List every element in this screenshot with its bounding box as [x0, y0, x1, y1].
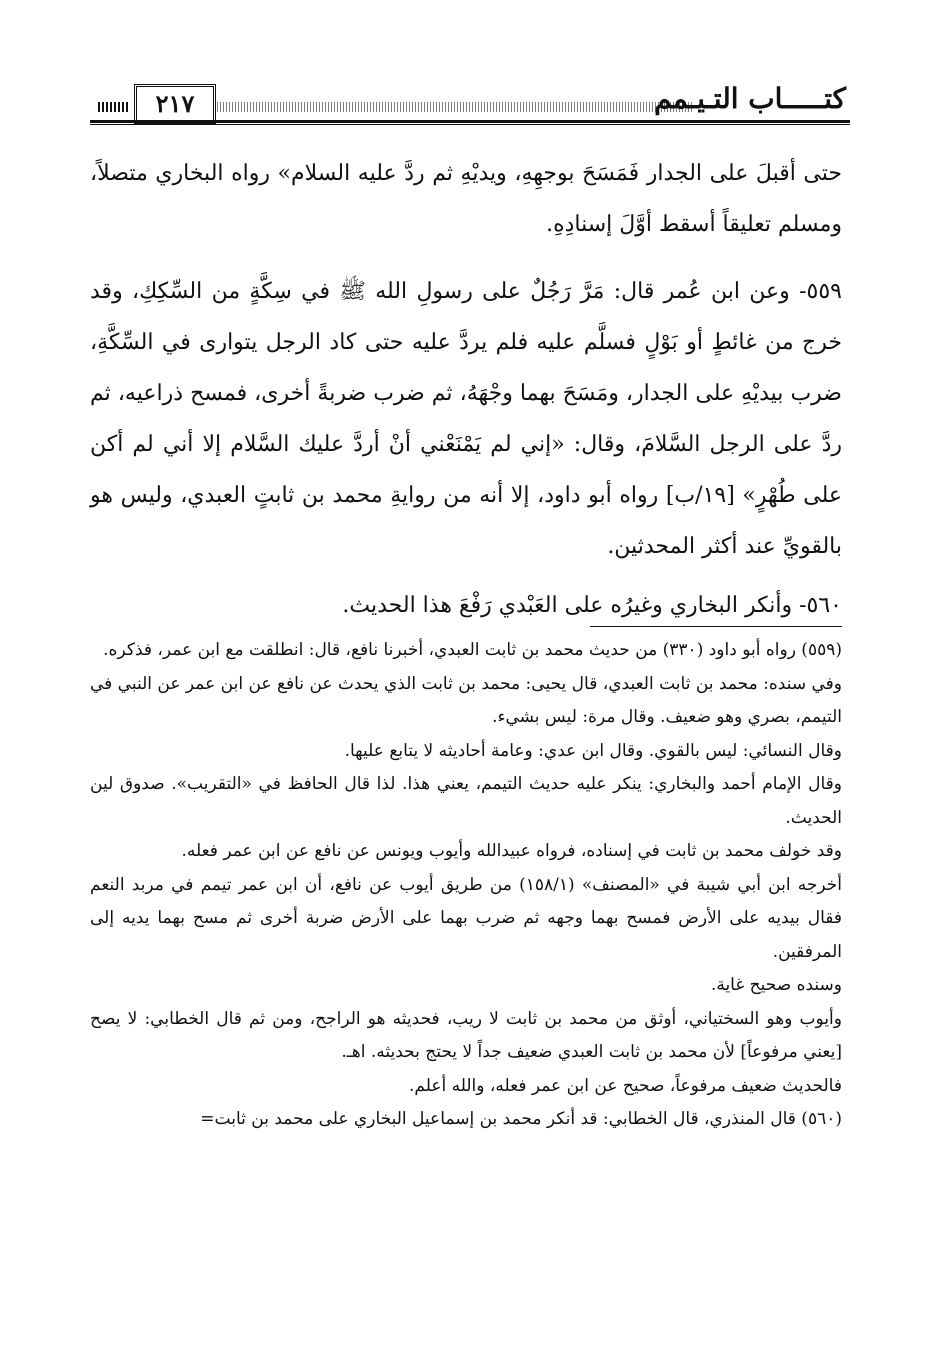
- page-number: ٢١٧: [134, 84, 216, 124]
- header-ornament-left: [98, 102, 130, 112]
- footnote-separator: [590, 626, 842, 627]
- footnote-line: وسنده صحيح غاية.: [710, 975, 842, 995]
- footnote-line: وفي سنده: محمد بن ثابت العبدي، قال يحيى: محمد بن ثابت الذي يحدث عن نافع عن ابن عمر عن النبي في التيمم، بصري وهو ضعيف. وقال مرة: ليس بشيء.: [89, 673, 842, 727]
- main-paragraph: حتى أقبلَ على الجدار فَمَسَحَ بوجهِهِ، ويديْهِ ثم ردَّ عليه السلام» رواه البخاري متصلاً، ومسلم تعليقاً أسقط أوَّلَ إسنادِهِ.: [90, 161, 842, 237]
- hadith-559: ٥٥٩- وعن ابن عُمر قال: مَرَّ رَجُلٌ على رسولِ الله ﷺ في سِكَّةٍ من السِّكِكِ، وقد خرج من غائطٍ أو بَوْلٍ فسلَّم عليه فلم يردَّ عليه حتى كاد الرجل يتوارى في السِّكَّةِ، ضرب بيديْهِ على الجدار، ومَسَحَ بهما وجْهَهُ، ثم ضرب ضربةً أخرى، فمسح ذراعيه، ثم ردَّ على الرجل السَّلامَ، وقال: «إني لم يَمْنَعْني أنْ أردَّ عليك السَّلام إلا أني لم أكن على طُهْرٍ» [١٩/ب] رواه أبو داود، إلا أنه من روايةِ محمد بن ثابتٍ العبدي، وليس هو بالقويِّ عند أكثر المحدثين.: [90, 279, 842, 559]
- footnote-line: وأيوب وهو السختياني، أوثق من محمد بن ثابت لا ريب، فحديثه هو الراجح، ومن ثم قال الخطابي: لا يصح [يعني مرفوعاً] لأن محمد بن ثابت العبدي ضعيف جداً لا يحتج بحديثه. اهـ.: [90, 1008, 842, 1062]
- footnotes: [90, 634, 842, 1137]
- footnote-line: (٥٦٠) قال المنذري، قال الخطابي: قد أنكر محمد بن إسماعيل البخاري على محمد بن ثابت=: [200, 1109, 842, 1129]
- footnote-line: (٥٥٩) رواه أبو داود (٣٣٠) من حديث محمد بن ثابت العبدي، أخبرنا نافع، قال: انطلقت مع ابن عمر، فذكره.: [103, 640, 842, 660]
- chapter-title: كتـــــاب التـيـمم: [654, 82, 846, 115]
- header-rule: [90, 120, 850, 125]
- footnote-line: وقال الإمام أحمد والبخاري: ينكر عليه حديث التيمم، يعني هذا. لذا قال الحافظ في «التقريب». صدوق لين الحديث.: [90, 774, 842, 828]
- footnote-line: وقال النسائي: ليس بالقوي. وقال ابن عدي: وعامة أحاديثه لا يتابع عليها.: [344, 740, 842, 761]
- header-ornament-right: [214, 102, 694, 112]
- footnote-line: وقد خولف محمد بن ثابت في إسناده، فرواه عبيدالله وأيوب ويونس عن نافع عن ابن عمر فعله.: [181, 841, 842, 861]
- footnote-line: فالحديث ضعيف مرفوعاً، صحيح عن ابن عمر فعله، والله أعلم.: [409, 1075, 842, 1096]
- hadith-560: ٥٦٠- وأنكر البخاري وغيرُه على العَبْدي رَفْعَ هذا الحديث.: [342, 593, 842, 618]
- footnote-line: أخرجه ابن أبي شيبة في «المصنف» (١٥٨/١) من طريق أيوب عن نافع، أن ابن عمر تيمم في مربد النعم فقال بيديه على الأرض فمسح بهما وجهه ثم ضرب بهما على الأرض ضربة أخرى ثم مسح بهما يديه إلى المرفقين.: [90, 874, 842, 962]
- main-text: [90, 148, 842, 631]
- running-header: [90, 80, 850, 126]
